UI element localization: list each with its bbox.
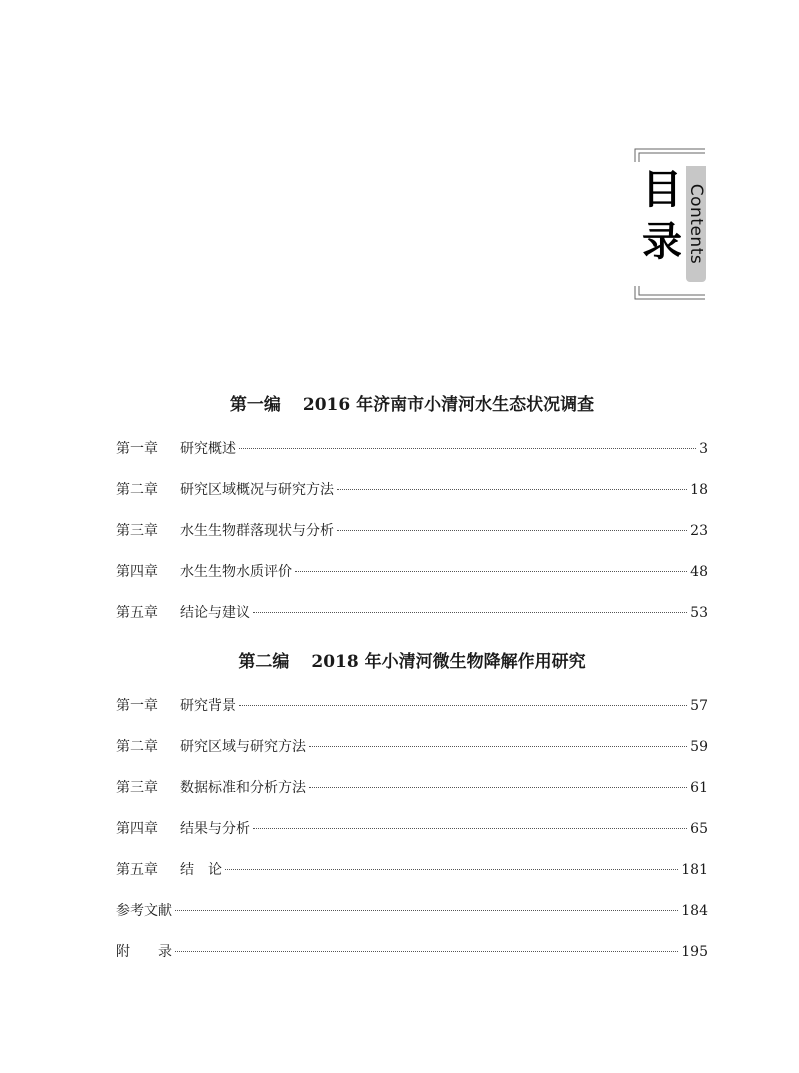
chapter-title: 结 论 [180,862,222,878]
dot-leader [239,705,687,706]
chapter-number: 第三章 [116,523,158,539]
badge-title-char-1: 目 [642,166,682,213]
chapter-number: 第二章 [116,482,158,498]
chapter-number: 第五章 [116,605,158,621]
dot-leader [337,489,687,490]
dot-leader [225,869,678,870]
page-number: 61 [690,780,708,796]
toc-entry-references[interactable] [116,896,708,937]
badge-subtitle-box [686,166,706,282]
page-number: 181 [681,862,708,878]
badge-title [640,168,684,264]
chapter-title: 水生生物群落现状与分析 [180,523,334,539]
chapter-title: 结论与建议 [180,605,250,621]
page-number: 53 [690,605,708,621]
dot-leader [175,910,678,911]
toc-entry-appendix[interactable] [116,937,708,978]
page-number: 23 [690,523,708,539]
chapter-title: 数据标准和分析方法 [180,780,306,796]
page-number: 195 [681,944,708,960]
table-of-contents [116,390,708,978]
part-heading-1 [116,390,708,420]
toc-entry[interactable] [116,434,708,475]
page-number: 184 [681,903,708,919]
part-label-2: 第二编 [238,652,290,672]
badge-title-char-2: 录 [642,218,682,265]
chapter-title: 研究区域概况与研究方法 [180,482,334,498]
chapter-title: 水生生物水质评价 [180,564,292,580]
dot-leader [295,571,687,572]
toc-entry[interactable] [116,732,708,773]
toc-badge [634,148,706,300]
toc-entry[interactable] [116,516,708,557]
toc-entry[interactable] [116,598,708,639]
chapter-number: 第五章 [116,862,158,878]
page-number: 48 [690,564,708,580]
back-matter-title: 参考文献 [116,903,172,919]
dot-leader [309,787,687,788]
part-label-1: 第一编 [229,395,281,415]
page-number: 18 [690,482,708,498]
dot-leader [253,828,687,829]
chapter-number: 第三章 [116,780,158,796]
dot-leader [309,746,687,747]
toc-entry[interactable] [116,691,708,732]
chapter-title: 研究概述 [180,441,236,457]
chapter-number: 第一章 [116,441,158,457]
toc-entry[interactable] [116,855,708,896]
back-matter-title: 附 录 [116,944,172,960]
part-title-2: 2018 年小清河微生物降解作用研究 [311,652,586,672]
dot-leader [175,951,678,952]
chapter-number: 第四章 [116,564,158,580]
toc-entry[interactable] [116,557,708,598]
part-heading-2 [116,647,708,677]
chapter-number: 第一章 [116,698,158,714]
toc-entry[interactable] [116,475,708,516]
page-number: 57 [690,698,708,714]
chapter-number: 第二章 [116,739,158,755]
page-number: 59 [690,739,708,755]
chapter-number: 第四章 [116,821,158,837]
toc-entry[interactable] [116,814,708,855]
page-number: 3 [699,441,708,457]
part-title-1: 2016 年济南市小清河水生态状况调查 [302,395,595,415]
chapter-title: 结果与分析 [180,821,250,837]
dot-leader [239,448,696,449]
page-number: 65 [690,821,708,837]
badge-subtitle: Contents [686,183,706,265]
dot-leader [253,612,687,613]
toc-entry[interactable] [116,773,708,814]
chapter-title: 研究区域与研究方法 [180,739,306,755]
chapter-title: 研究背景 [180,698,236,714]
dot-leader [337,530,687,531]
